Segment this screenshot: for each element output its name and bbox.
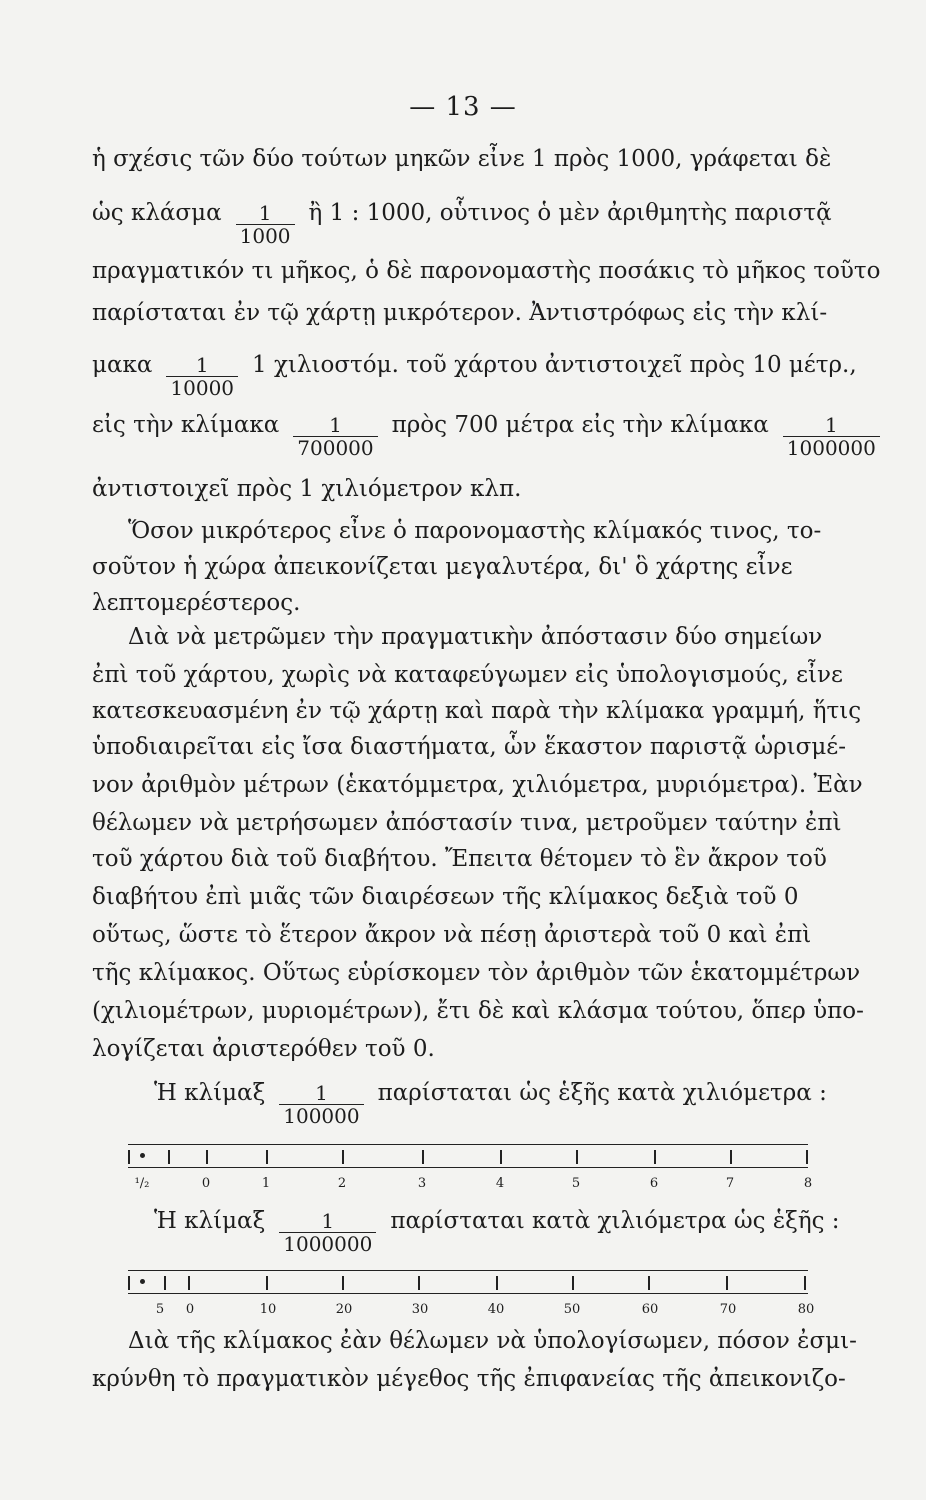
fraction-numerator: 1: [258, 201, 272, 225]
line-text: παρίσταται κατὰ χιλιόμετρα ὡς ἑξῆς :: [390, 1208, 840, 1234]
fraction-numerator: 1: [195, 353, 209, 377]
text-line: [92, 884, 862, 910]
scale-tick: [806, 1150, 808, 1164]
line-text: (χιλιομέτρων, μυριομέτρων), ἔτι δὲ καὶ κλάσμα τούτου, ὅπερ ὑπο-: [92, 998, 864, 1024]
scale-label: 2: [337, 1176, 347, 1191]
text-line: [92, 846, 862, 872]
scale-label: 20: [335, 1302, 353, 1317]
scale-label: ¹/₂: [134, 1176, 150, 1191]
text-line: [92, 810, 862, 836]
scale-label: 6: [649, 1176, 659, 1191]
scale-label: 0: [201, 1176, 211, 1191]
line-text: Ἡ κλίμαξ: [154, 1208, 266, 1234]
line-text: ἀντιστοιχεῖ πρὸς 1 χιλιόμετρον κλπ.: [92, 476, 522, 502]
text-line: [92, 1036, 862, 1062]
text-line: [92, 998, 862, 1024]
text-line: [92, 590, 862, 616]
scale-tick: [266, 1276, 268, 1290]
scale-label: 5: [155, 1302, 165, 1317]
line-text: 1 χιλιοστόμ. τοῦ χάρτου ἀντιστοιχεῖ πρὸς 10 μέτρ.,: [252, 352, 857, 378]
fraction-denominator: 1000000: [783, 436, 880, 459]
scale-label: 4: [495, 1176, 505, 1191]
line-text: Ὅσον μικρότερος εἶνε ὁ παρονομαστὴς κλίμακός τινος, το-: [128, 518, 822, 544]
scale-tick: [206, 1150, 208, 1164]
line-text: διαβήτου ἐπὶ μιᾶς τῶν διαιρέσεων τῆς κλίμακος δεξιὰ τοῦ 0: [92, 884, 799, 910]
fraction-numerator: 1: [315, 1081, 328, 1105]
fraction-denominator: 10000: [166, 376, 238, 399]
scale-label: 70: [719, 1302, 737, 1317]
scale-tick: [572, 1276, 574, 1290]
line-text: κατεσκευασμένη ἐν τῷ χάρτῃ καὶ παρὰ τὴν κλίμακα γραμμή, ἥτις: [92, 698, 862, 724]
line-text: Ἡ κλίμαξ: [154, 1080, 266, 1106]
text-line: [92, 1208, 862, 1255]
text-line: [92, 200, 862, 247]
text-line: [92, 1080, 862, 1127]
line-text: τοῦ χάρτου διὰ τοῦ διαβήτου. Ἔπειτα θέτομεν τὸ ἓν ἄκρον τοῦ: [92, 846, 827, 872]
fraction-numerator: 1: [321, 1209, 335, 1233]
text-line: [92, 476, 862, 502]
scale-label: 50: [563, 1302, 581, 1317]
scale-tick: [576, 1150, 578, 1164]
line-text: σοῦτον ἡ χώρα ἀπεικονίζεται μεγαλυτέρα, δι' ὃ χάρτης εἶνε: [92, 554, 793, 580]
scale-label: 1: [261, 1176, 271, 1191]
text-line: [92, 518, 862, 544]
line-text: νον ἀριθμὸν μέτρων (ἑκατόμμετρα, χιλιόμετρα, μυριόμετρα). Ἐὰν: [92, 772, 863, 798]
fraction-denominator: 1000: [236, 224, 295, 247]
line-text: ἐπὶ τοῦ χάρτου, χωρὶς νὰ καταφεύγωμεν εἰς ὑπολογισμούς, εἶνε: [92, 662, 843, 688]
scale-bar-frame: [128, 1144, 808, 1168]
fraction-numerator: 1: [329, 413, 342, 437]
scale-tick: [266, 1150, 268, 1164]
text-line: [92, 698, 862, 724]
text-line: [92, 412, 876, 460]
line-text: παρίσταται ἐν τῷ χάρτῃ μικρότερον. Ἀντιστρόφως εἰς τὴν κλί-: [92, 300, 828, 326]
fraction: [783, 415, 880, 459]
text-line: [92, 1328, 862, 1354]
line-text: λεπτομερέστερος.: [92, 590, 301, 616]
scale-tick: [496, 1276, 498, 1290]
scale-dot: [140, 1279, 145, 1284]
scale-label: 8: [803, 1176, 813, 1191]
fraction: [166, 355, 238, 399]
scale-label: 30: [411, 1302, 429, 1317]
fraction-numerator: 1: [824, 413, 838, 437]
scale-tick: [342, 1150, 344, 1164]
scale-dot: [140, 1153, 145, 1158]
scale-label: 7: [725, 1176, 735, 1191]
scale-tick: [188, 1276, 190, 1290]
scale-label: 0: [185, 1302, 195, 1317]
scale-label: 40: [487, 1302, 505, 1317]
fraction: [236, 203, 295, 247]
scale-label: 80: [797, 1302, 815, 1317]
scale-tick: [164, 1276, 166, 1290]
page-number: — 13 —: [409, 92, 517, 122]
scale-tick: [342, 1276, 344, 1290]
scale-tick: [168, 1150, 170, 1164]
fraction: [279, 1083, 363, 1127]
scale-bar-frame: [128, 1270, 808, 1294]
line-text: ἡ σχέσις τῶν δύο τούτων μηκῶν εἶνε 1 πρὸς 1000, γράφεται δὲ: [92, 146, 832, 172]
scale-tick: [128, 1276, 130, 1290]
scale-tick: [422, 1150, 424, 1164]
text-line: [92, 1366, 862, 1392]
line-text: εἰς τὴν κλίμακα: [92, 412, 280, 438]
scale-tick: [648, 1276, 650, 1290]
text-line: [92, 772, 862, 798]
line-text: τῆς κλίμακος. Οὕτως εὑρίσκομεν τὸν ἀριθμὸν τῶν ἑκατομμέτρων: [92, 960, 861, 986]
text-line: [92, 300, 862, 326]
scale-bar-km-2: [128, 1270, 808, 1294]
scale-tick: [726, 1276, 728, 1290]
fraction: [279, 1211, 376, 1255]
scale-label: 5: [571, 1176, 581, 1191]
scale-tick: [128, 1150, 130, 1164]
text-line: [92, 554, 862, 580]
text-line: [92, 922, 862, 948]
scale-labels-km: [128, 1176, 828, 1196]
text-line: [92, 352, 862, 399]
scale-tick: [804, 1276, 806, 1290]
scale-bar-km: [128, 1144, 808, 1168]
line-text: ὡς κλάσμα: [92, 200, 222, 226]
scale-tick: [500, 1150, 502, 1164]
scale-tick: [418, 1276, 420, 1290]
line-text: ἢ 1 : 1000, οὗτινος ὁ μὲν ἀριθμητὴς παριστᾷ: [308, 200, 832, 226]
line-text: κρύνθη τὸ πραγματικὸν μέγεθος τῆς ἐπιφανείας τῆς ἀπεικονιζο-: [92, 1366, 846, 1392]
line-text: ὑποδιαιρεῖται εἰς ἴσα διαστήματα, ὧν ἕκαστον παριστᾷ ὡρισμέ-: [92, 734, 846, 760]
line-text: θέλωμεν νὰ μετρήσωμεν ἀπόστασίν τινα, μετροῦμεν ταύτην ἐπὶ: [92, 810, 842, 836]
scale-tick: [654, 1150, 656, 1164]
text-line: [92, 258, 881, 284]
line-text: πρὸς 700 μέτρα εἰς τὴν κλίμακα: [391, 412, 769, 438]
line-text: οὕτως, ὥστε τὸ ἕτερον ἄκρον νὰ πέσῃ ἀριστερὰ τοῦ 0 καὶ ἐπὶ: [92, 922, 812, 948]
text-line: [92, 960, 862, 986]
fraction-denominator: 700000: [293, 436, 377, 459]
fraction: [293, 415, 377, 459]
line-text: λογίζεται ἀριστερόθεν τοῦ 0.: [92, 1036, 435, 1062]
line-text: παρίσταται ὡς ἑξῆς κατὰ χιλιόμετρα :: [377, 1080, 827, 1106]
text-line: [92, 734, 862, 760]
fraction-denominator: 1000000: [279, 1232, 376, 1255]
text-line: [92, 662, 862, 688]
scale-tick: [730, 1150, 732, 1164]
line-text: πραγματικόν τι μῆκος, ὁ δὲ παρονομαστὴς ποσάκις τὸ μῆκος τοῦτο: [92, 258, 881, 284]
line-text: Διὰ τῆς κλίμακος ἐὰν θέλωμεν νὰ ὑπολογίσωμεν, πόσον ἐσμι-: [128, 1328, 857, 1354]
text-line: [92, 624, 862, 650]
line-text: μακα: [92, 352, 153, 378]
scale-label: 60: [641, 1302, 659, 1317]
scale-label: 10: [259, 1302, 277, 1317]
line-text: Διὰ νὰ μετρῶμεν τὴν πραγματικὴν ἀπόστασιν δύο σημείων: [128, 624, 823, 650]
scale-label: 3: [417, 1176, 427, 1191]
fraction-denominator: 100000: [279, 1104, 363, 1127]
scale-labels-km-2: [128, 1302, 828, 1322]
text-line: [92, 146, 862, 172]
